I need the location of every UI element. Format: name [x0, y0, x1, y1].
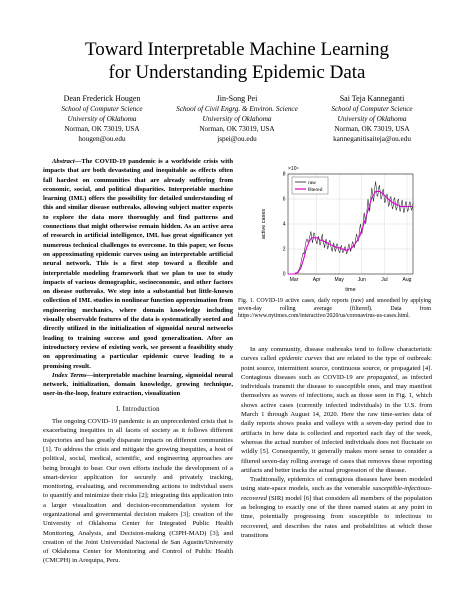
- x-tick-label: Jun: [357, 277, 366, 283]
- text-run: (SIR) model [6] that considers all members of the population as belonging to exactly one of the three named states at any point in time, potentially progressing from susceptible to infectious to recovered, and describes the rates and probabilities at which those transitions: [241, 494, 432, 539]
- emphasis-run: propagated: [367, 373, 398, 381]
- abstract-text: —The COVID-19 pandemic is a worldwide crisis with impacts that are both devastating and inequitable as effects often fall hardest on communities that are already suffering from economic, social, and political disparities. Interpretable machine learning (IML) offers the possibility for detailed understanding of this and similar disease outbreaks, allowing subject matter experts to explore the data more thoroughly and find patterns and connections that might otherwise remain hidden. As an active area of research in artificial intelligence, IML has great significance yet numerous technical challenges to overcome. In this paper, we focus on approximating epidemic curves using an interpretable artificial neural network. This is a first step toward a flexible and interpretable modeling framework that we plan to use to study impacts of various demographic, socioeconomic, and other factors on disease outbreaks. We step into a substantial but little-known collection of IML studies in nonlinear function approximation from engineering mechanics, where domain knowledge including visually observable features of the data is systematically sorted and directly utilized in the initialization of sigmoidal neural networks leading to training success and good generalization. After an introductory review of existing work, we present a feasibility study on approximating a particular epidemic curve leading to a promising result.: [43, 158, 233, 370]
- x-tick-label: Mar: [289, 277, 299, 283]
- author-city: Norman, OK 73019, USA: [199, 125, 275, 133]
- author-city: Norman, OK 73019, USA: [64, 125, 140, 133]
- author-city: Norman, OK 73019, USA: [334, 125, 410, 133]
- author-email: kanneganitisaiteja@ou.edu: [333, 135, 411, 143]
- index-terms-text: —interpretable machine learning, sigmoidal neural network, initialization, domain knowledge, growing technique, user-in-the-loop, feature extraction, visualization: [43, 371, 233, 398]
- x-tick-label: Apr: [312, 277, 321, 283]
- text-run: that are related to the type of outbreak: point source, intermittent source, continuous source, or propagated [4]. Contagious diseases such as COVID-19 are: [241, 355, 432, 381]
- author-dept: School of Computer Science: [61, 105, 143, 113]
- series-line-raw: [288, 182, 413, 275]
- x-tick-label: Jul: [381, 277, 388, 283]
- index-terms-label: Index Terms: [52, 371, 87, 379]
- y-tick-label: 6: [282, 196, 286, 203]
- text-run: , as infected individuals transmit the disease to susceptible ones, and may manifest themselves as waves of infections, such as those seen in Fig. 1, which shows active cases (currently infected individuals) in the U.S. from March 1 through August 14, 2020. Here the raw time-series data of daily reports shows peaks and valleys with a seven-day period due to artifacts in how data is collected and reported each day of the week, whereas the actual number of infected individuals does not fluctuate so wildly [5]. Consequently, it generally makes more sense to consider a filtered seven-day rolling average of cases that removes these reporting artifacts and better tracks the actual progression of the disease.: [241, 373, 432, 474]
- author-name: Dean Frederick Hougen: [63, 94, 141, 103]
- y-tick-label: 4: [282, 221, 286, 228]
- emphasis-run: susceptible-infectious-recovered: [241, 485, 432, 502]
- author-dept: School of Civil Engrg. & Environ. Science: [176, 105, 298, 113]
- text-run: In any community, disease outbreaks tend to follow characteristic curves called: [241, 346, 432, 363]
- author-block-3: [292, 93, 452, 144]
- y-tick-label: 0: [282, 271, 286, 278]
- y-tick-label: 8: [282, 171, 286, 178]
- index-terms: [43, 371, 233, 399]
- author-dept: School of Computer Science: [331, 105, 413, 113]
- emphasis-run: epidemic curves: [278, 355, 323, 363]
- author-univ: University of Oklahoma: [337, 115, 407, 123]
- right-column: [241, 345, 432, 540]
- x-tick-label: Aug: [402, 277, 412, 283]
- author-email: jspei@ou.edu: [217, 135, 257, 143]
- author-univ: University of Oklahoma: [67, 115, 137, 123]
- right-paragraph-2: [241, 475, 432, 540]
- title-line-2: for Understanding Epidemic Data: [108, 62, 366, 83]
- figure-1-chart: [255, 157, 420, 297]
- y-exponent-label: ×10⁴: [288, 166, 299, 172]
- legend-label-raw: raw: [308, 181, 316, 186]
- legend-label-filtered: filtered: [308, 188, 323, 193]
- author-email: hougen@ou.edu: [78, 135, 126, 143]
- left-column: [43, 157, 233, 566]
- abstract: [43, 157, 233, 371]
- y-axis-label: active cases: [261, 208, 267, 240]
- chart-svg: [255, 157, 420, 297]
- title-line-1: Toward Interpretable Machine Learning: [84, 39, 390, 60]
- chart-legend: [292, 177, 328, 194]
- text-run: Traditionally, epidemics of contagious diseases have been modeled using state-space models, such as the venerable: [241, 476, 432, 493]
- x-axis-label: time: [345, 287, 356, 293]
- author-name: Sai Teja Kanneganti: [339, 94, 405, 103]
- figure-caption: Fig. 1. COVID-19 active cases, daily reports (raw) and smoothed by applying seven-day rolling average (filtered). Data from https://www.nytimes.com/interactive/2020/us/coronavirus-us-cases.html.: [238, 298, 431, 320]
- right-paragraph-1: [241, 345, 432, 475]
- author-univ: University of Oklahoma: [202, 115, 272, 123]
- paper-title: [0, 38, 474, 84]
- y-tick-label: 2: [282, 246, 286, 253]
- abstract-label: Abstract: [52, 158, 75, 165]
- author-name: Jin-Song Pei: [216, 94, 258, 103]
- chart-series: [288, 182, 413, 275]
- intro-paragraph: The ongoing COVID-19 pandemic is an unprecedented crisis that is exacerbating inequities in all facets of society as it follows different trajectories and has greatly disparate impacts on different communities [1]. To address the crisis and mitigate the growing inequities, a host of political, social, medical, scientific, and engineering approaches are being brought to bear. Our own efforts include the development of a smart-device application for securely and privately tracking, monitoring, evaluating, and recommending actions to individual users to quantify and minimize their risks [2]; integrating this application into a larger visualization and decision-recommendation system for organizational and governmental decision makers [3]; creation of the University of Oklahoma Center for Integrated Public Health Monitoring, Analysis, and Decision-making (CIPH-MAD) [3]; and creation of the Joint Universidad Nacional de San Agustin/University of Oklahoma Center for Monitoring and Control of Public Health (CMCPH) in Arequipa, Peru.: [43, 418, 233, 565]
- section-heading: I. Introduction: [116, 405, 160, 413]
- x-tick-label: May: [334, 277, 344, 283]
